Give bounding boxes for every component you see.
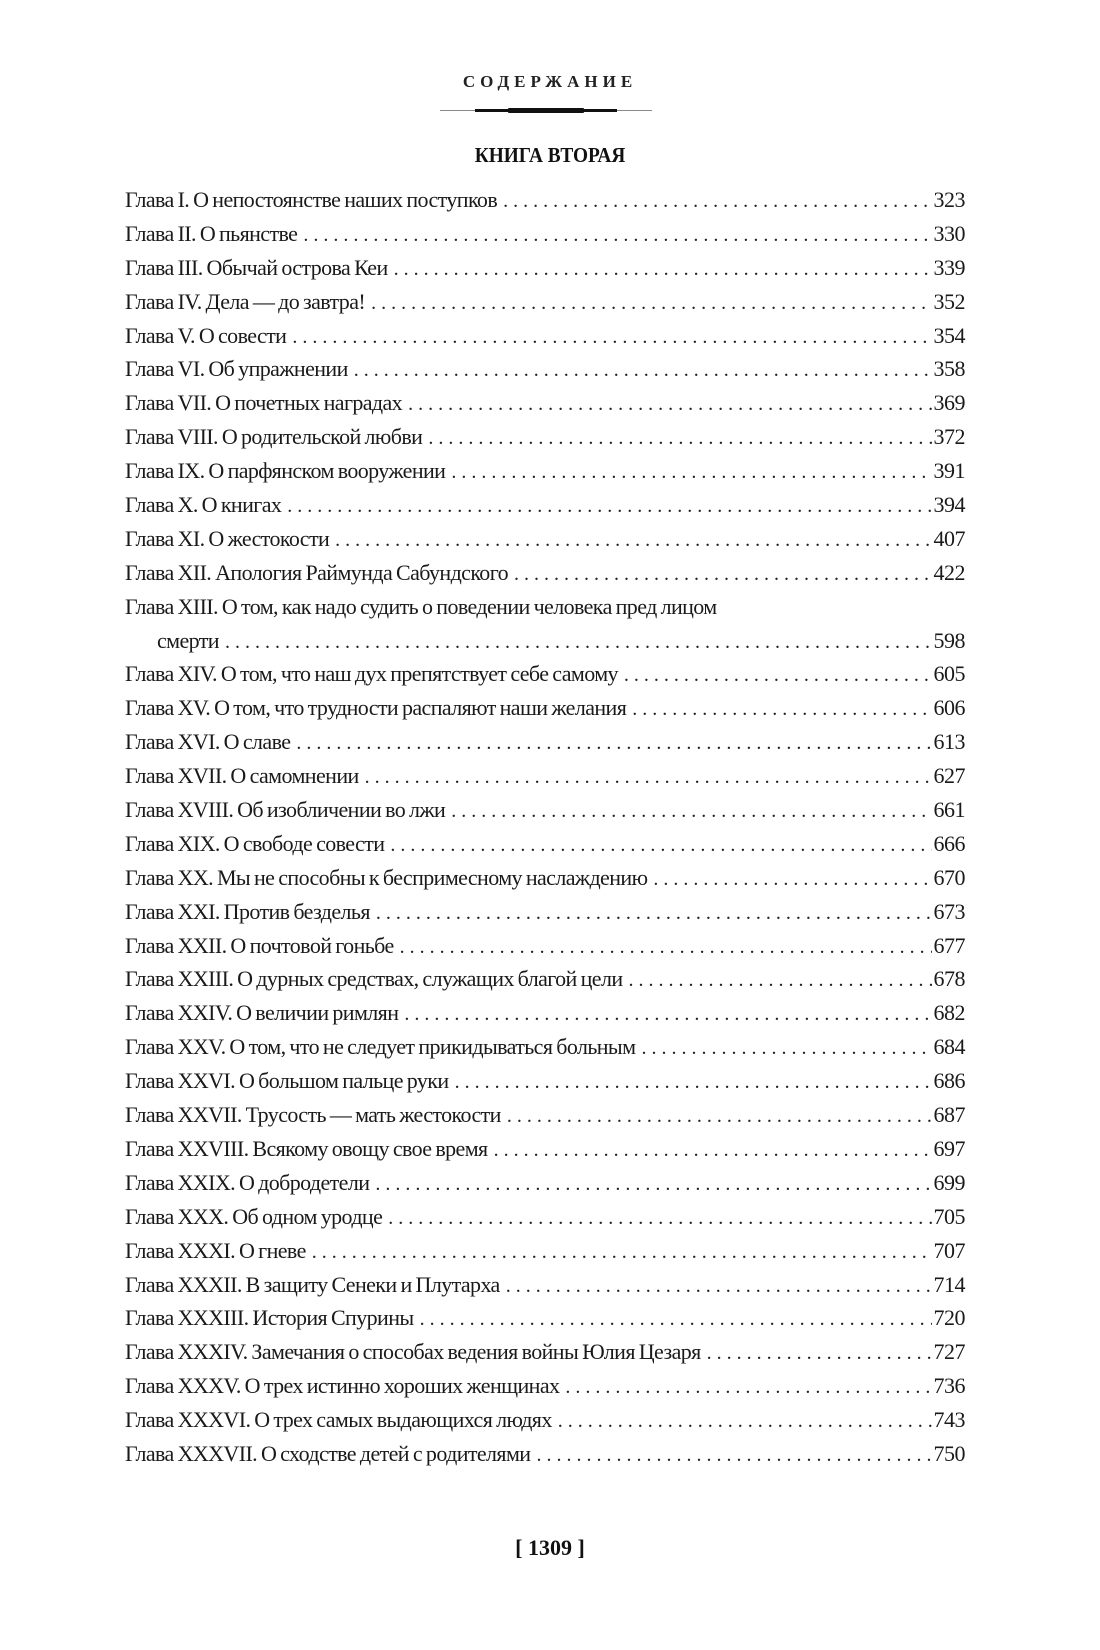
toc-entry-title: Глава XIX. О свободе совести xyxy=(125,830,385,856)
dot-leader xyxy=(375,1168,931,1202)
toc-entry-title: Глава IV. Дела — до завтра! xyxy=(125,288,366,314)
dot-leader xyxy=(225,626,932,660)
dot-leader xyxy=(494,1134,932,1168)
toc-entry-page: 682 xyxy=(933,1000,965,1026)
dot-leader xyxy=(354,354,932,388)
toc-entry-title: Глава XXXVI. О трех самых выдающихся людях xyxy=(125,1407,552,1433)
toc-entry[interactable] xyxy=(125,352,965,386)
dot-leader xyxy=(565,1371,931,1405)
toc-entry[interactable] xyxy=(125,996,965,1030)
toc-entry[interactable] xyxy=(125,522,965,556)
toc-entry-page: 697 xyxy=(933,1135,965,1161)
toc-entry-title: Глава VII. О почетных наградах xyxy=(125,390,403,416)
toc-entry-title: Глава XXII. О почтовой гоньбе xyxy=(125,932,394,958)
running-head: СОДЕРЖАНИЕ xyxy=(462,72,638,91)
toc-entry[interactable] xyxy=(125,759,965,793)
dot-leader xyxy=(624,659,932,693)
toc-entry[interactable] xyxy=(125,657,965,691)
toc-entry[interactable] xyxy=(125,590,965,658)
toc-entry-page: 323 xyxy=(933,187,965,212)
toc-entry-title: Глава XVII. О самомнении xyxy=(125,763,359,789)
toc-entry[interactable] xyxy=(125,183,965,217)
table-of-contents xyxy=(125,183,965,1471)
toc-entry-title: Глава XXXI. О гневе xyxy=(125,1237,306,1263)
header-rule-ornament-center xyxy=(508,108,584,113)
dot-leader xyxy=(303,219,931,253)
toc-entry-title: Глава XXIV. О величии римлян xyxy=(125,1000,399,1026)
book-title: КНИГА ВТОРАЯ xyxy=(474,143,626,167)
toc-entry-title: Глава V. О совести xyxy=(125,322,287,348)
toc-entry[interactable] xyxy=(125,556,965,590)
toc-entry-title: Глава XXI. Против безделья xyxy=(125,898,370,924)
toc-entry-title: Глава XIV. О том, что наш дух препятствует себе самому xyxy=(125,661,618,687)
toc-entry-title: Глава XV. О том, что трудности распаляют наши желания xyxy=(125,695,627,721)
toc-entry-page: 613 xyxy=(933,729,965,755)
toc-entry[interactable] xyxy=(125,793,965,827)
dot-leader xyxy=(514,558,932,592)
toc-entry-page: 354 xyxy=(933,322,965,348)
toc-entry-page: 686 xyxy=(933,1068,965,1094)
toc-entry-title: Глава XI. О жестокости xyxy=(125,525,330,551)
toc-entry-page: 391 xyxy=(933,458,965,484)
dot-leader xyxy=(428,422,931,456)
page-number: [ 1309 ] xyxy=(515,1535,585,1560)
dot-leader xyxy=(388,1202,931,1236)
toc-entry[interactable] xyxy=(125,827,965,861)
dot-leader xyxy=(653,863,931,897)
toc-entry-title: Глава XXIII. О дурных средствах, служащих благой цели xyxy=(125,966,623,992)
toc-entry-title: Глава XXVI. О большом пальце руки xyxy=(125,1068,449,1094)
toc-entry[interactable] xyxy=(125,929,965,963)
toc-entry-page: 684 xyxy=(933,1034,965,1060)
toc-entry-page: 394 xyxy=(933,492,965,518)
toc-entry[interactable] xyxy=(125,691,965,725)
toc-entry-title: Глава XIII. О том, как надо судить о поведении человека пред лицом xyxy=(125,593,717,619)
toc-entry-title: Глава XII. Апология Раймунда Сабундского xyxy=(125,559,508,585)
dot-leader xyxy=(641,1032,931,1066)
dot-leader xyxy=(632,693,931,727)
toc-entry-page: 407 xyxy=(933,525,965,551)
toc-entry-page: 606 xyxy=(933,695,965,721)
dot-leader xyxy=(420,1303,932,1337)
toc-entry[interactable] xyxy=(125,1335,965,1369)
toc-entry-title: Глава II. О пьянстве xyxy=(125,220,298,246)
toc-entry[interactable] xyxy=(125,1403,965,1437)
toc-entry-title: Глава IX. О парфянском вооружении xyxy=(125,458,446,484)
toc-entry[interactable] xyxy=(125,1369,965,1403)
toc-entry[interactable] xyxy=(125,251,965,285)
dot-leader xyxy=(503,185,931,219)
toc-entry[interactable] xyxy=(125,725,965,759)
toc-entry-page: 678 xyxy=(933,966,965,992)
toc-entry-page: 372 xyxy=(933,424,965,450)
toc-entry-page: 714 xyxy=(933,1271,965,1297)
toc-entry-title: Глава XXXIV. Замечания о способах ведения войны Юлия Цезаря xyxy=(125,1339,701,1365)
toc-entry[interactable] xyxy=(125,454,965,488)
toc-entry-page: 720 xyxy=(933,1305,965,1331)
toc-entry-title: Глава XXXII. В защиту Сенеки и Плутарха xyxy=(125,1271,500,1297)
toc-entry[interactable] xyxy=(125,861,965,895)
dot-leader xyxy=(376,897,932,931)
toc-entry[interactable] xyxy=(125,1301,965,1335)
toc-entry-page: 687 xyxy=(933,1102,965,1128)
toc-entry-page: 743 xyxy=(933,1407,965,1433)
toc-entry[interactable] xyxy=(125,1437,965,1471)
toc-entry-page: 707 xyxy=(933,1237,965,1263)
dot-leader xyxy=(296,727,931,761)
toc-entry[interactable] xyxy=(125,217,965,251)
toc-entry[interactable] xyxy=(125,1064,965,1098)
dot-leader xyxy=(312,1236,932,1270)
toc-entry-page: 677 xyxy=(933,932,965,958)
toc-entry-page: 666 xyxy=(933,830,965,856)
dot-leader xyxy=(707,1337,932,1371)
toc-entry-page: 330 xyxy=(933,220,965,246)
toc-entry-title: Глава VIII. О родительской любви xyxy=(125,424,423,450)
toc-entry[interactable] xyxy=(125,962,965,996)
dot-leader xyxy=(507,1100,932,1134)
toc-entry[interactable] xyxy=(125,1268,965,1302)
toc-entry-title: Глава XXXIII. История Спурины xyxy=(125,1305,414,1331)
toc-entry-page: 673 xyxy=(933,898,965,924)
toc-entry-page: 598 xyxy=(933,627,965,653)
toc-entry[interactable] xyxy=(125,285,965,319)
toc-entry[interactable] xyxy=(125,1030,965,1064)
toc-entry-title: Глава XX. Мы не способны к беспримесному наслаждению xyxy=(125,864,648,890)
dot-leader xyxy=(371,287,931,321)
dot-leader xyxy=(394,253,932,287)
dot-leader xyxy=(287,490,931,524)
toc-entry-page: 339 xyxy=(933,254,965,280)
dot-leader xyxy=(506,1270,932,1304)
toc-entry-title: Глава XXVIII. Всякому овощу свое время xyxy=(125,1135,488,1161)
toc-entry-page: 705 xyxy=(933,1203,965,1229)
toc-entry-page: 727 xyxy=(933,1339,965,1365)
dot-leader xyxy=(404,998,931,1032)
toc-entry-title: Глава XXV. О том, что не следует прикидываться больным xyxy=(125,1034,636,1060)
toc-entry-title: Глава X. О книгах xyxy=(125,492,282,518)
dot-leader xyxy=(408,388,931,422)
toc-entry-page: 369 xyxy=(933,390,965,416)
toc-entry-title: Глава XVIII. Об изобличении во лжи xyxy=(125,797,446,823)
toc-entry-title: Глава I. О непостоянстве наших поступков xyxy=(125,187,498,212)
dot-leader xyxy=(292,321,931,355)
dot-leader xyxy=(629,964,932,998)
toc-entry-title: Глава XVI. О славе xyxy=(125,729,291,755)
dot-leader xyxy=(451,456,931,490)
dot-leader xyxy=(558,1405,932,1439)
toc-entry-page: 605 xyxy=(933,661,965,687)
toc-entry-page: 661 xyxy=(933,797,965,823)
toc-entry[interactable] xyxy=(125,488,965,522)
toc-entry[interactable] xyxy=(125,1098,965,1132)
dot-leader xyxy=(335,524,931,558)
toc-entry[interactable] xyxy=(125,1200,965,1234)
dot-leader xyxy=(400,931,932,965)
toc-entry[interactable] xyxy=(125,895,965,929)
toc-entry-page: 352 xyxy=(933,288,965,314)
toc-entry-page: 750 xyxy=(933,1440,965,1466)
toc-entry-page: 358 xyxy=(933,356,965,382)
toc-entry-title-continuation: смерти xyxy=(157,627,219,653)
toc-entry-page: 422 xyxy=(933,559,965,585)
toc-entry-title: Глава XXX. Об одном уродце xyxy=(125,1203,383,1229)
dot-leader xyxy=(455,1066,932,1100)
dot-leader xyxy=(365,761,932,795)
toc-entry-title: Глава XXIX. О добродетели xyxy=(125,1169,370,1195)
dot-leader xyxy=(451,795,931,829)
toc-entry[interactable] xyxy=(125,1132,965,1166)
toc-entry[interactable] xyxy=(125,319,965,353)
toc-entry-title: Глава III. Обычай острова Кеи xyxy=(125,254,388,280)
toc-entry[interactable] xyxy=(125,1234,965,1268)
toc-entry-title: Глава VI. Об упражнении xyxy=(125,356,348,382)
toc-entry[interactable] xyxy=(125,420,965,454)
toc-entry-page: 627 xyxy=(933,763,965,789)
toc-entry-title: Глава XXXV. О трех истинно хороших женщинах xyxy=(125,1373,560,1399)
toc-entry[interactable] xyxy=(125,386,965,420)
toc-entry-page: 699 xyxy=(933,1169,965,1195)
toc-entry-page: 736 xyxy=(933,1373,965,1399)
toc-entry-title: Глава XXXVII. О сходстве детей с родителями xyxy=(125,1440,531,1466)
dot-leader xyxy=(390,829,931,863)
toc-entry-page: 670 xyxy=(933,864,965,890)
toc-entry[interactable] xyxy=(125,1166,965,1200)
toc-entry-title: Глава XXVII. Трусость — мать жестокости xyxy=(125,1102,501,1128)
dot-leader xyxy=(536,1439,931,1473)
